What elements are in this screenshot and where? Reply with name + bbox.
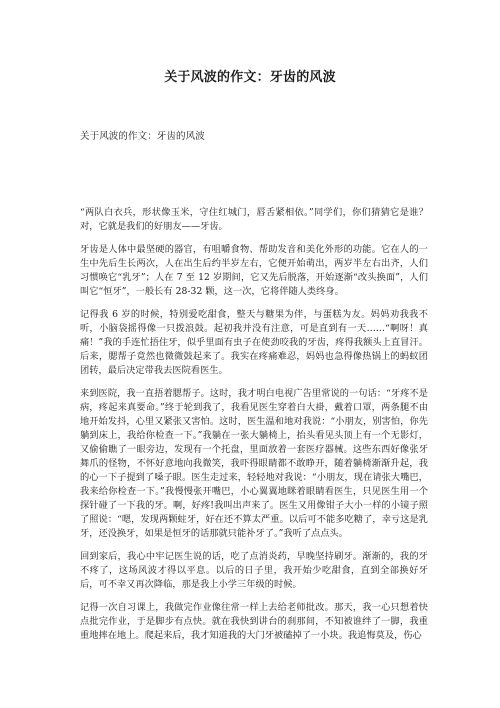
paragraph-hospital: 来到医院，我一直捂着腮帮子。这时，我才明白电视广告里常说的一句话：“牙疼不是病，疼起来真要命。”终于轮到我了，我看见医生穿着白大褂，戴着口罩，两条腿不由地开始发抖，心里又紧张又害怕。这时，医生温和地对我说：“小朋友，别害怕，你先躺到床上，我给你检查一下。”我躺在一张大躺椅上，抬头看见头顶上有一个无影灯，又偷偷瞧了一眼旁边，发现有一个托盘，里面放着一套医疗器械。这些东西好像张牙舞爪的怪物，不怀好意地向我微笑，我吓得眼睛都不敢睁开，随着躺椅渐渐升起，我的心一下子提到了嗓子眼。医生走过来，轻轻地对我说：“小朋友，现在请张大嘴巴，我来给你检查一下。”我慢慢张开嘴巴，小心翼翼地眯着眼睛看医生，只见医生用一个探针碰了一下我的牙。啊，好疼!我叫出声来了。医生又用像钳子大小一样的小镜子照了照说：“嗯，发现两颗蛀牙，好在还不算太严重。以后可不能多吃糖了，幸亏这是乳牙，还没换牙，如果是恒牙的话那就只能补牙了。”我听了点点头。 [80, 388, 428, 539]
paragraph-toothache: 记得我 6 岁的时候，特别爱吃甜食，整天与糖果为伴，与蛋糕为友。妈妈劝我我不听，小脑袋摇得像一只拨浪鼓。起初我并没有注意，可是直到有一天……“啊呀！真痛！”我的手连忙捂住牙，似乎里面有虫子在使劲咬我的牙齿，疼得我额头上直冒汗。后来，腮帮子竟然也微微鼓起来了。我实在疼痛难忍，妈妈也急得像热锅上的蚂蚁团团转，最后决定带我去医院看医生。 [80, 309, 428, 376]
document-subtitle: 关于风波的作文：牙齿的风波 [80, 131, 205, 142]
paragraph-riddle: “两队白衣兵，形状像玉米，守住红城门，唇舌紧相依。”同学们，你们猜猜它是谁？对，它就是我们的好朋友——牙齿。 [80, 207, 428, 232]
document-title: 关于风波的作文：牙齿的风波 [164, 70, 336, 85]
paragraph-accident: 记得一次自习课上，我做完作业像往常一样上去给老师批改。那天，我一心只想着快点批完作业，于是脚步有点快。就在我快到讲台的刹那间，不知被谁绊了一脚，我重重地摔在地上。爬起来后，我才知道我的大门牙被磕掉了一小块。我追悔莫及，伤心 [80, 602, 428, 641]
paragraph-recovery: 回到家后，我心中牢记医生说的话，吃了点消炎药，早晚坚持刷牙。渐渐的，我的牙不疼了，这场风波才得以平息。以后的日子里，我开始少吃甜食，直到全部换好牙后，可不幸又再次降临，那是我上小学三年级的时候。 [80, 551, 428, 590]
document-body [80, 206, 428, 652]
paragraph-teeth-facts: 牙齿是人体中最坚硬的器官，有咀嚼食物、帮助发音和美化外形的功能。它在人的一生中先后生长两次，人在出生后约半岁左右，它便开始萌出，两岁半左右出齐，人们习惯唤它“乳牙”；人在 7 至 12 岁期间，它又先后脱落，开始逐渐“改头换面”，人们叫它“恒牙”，一般长有 28-32 颗，这一次，它将伴随人类终身。 [80, 244, 428, 297]
